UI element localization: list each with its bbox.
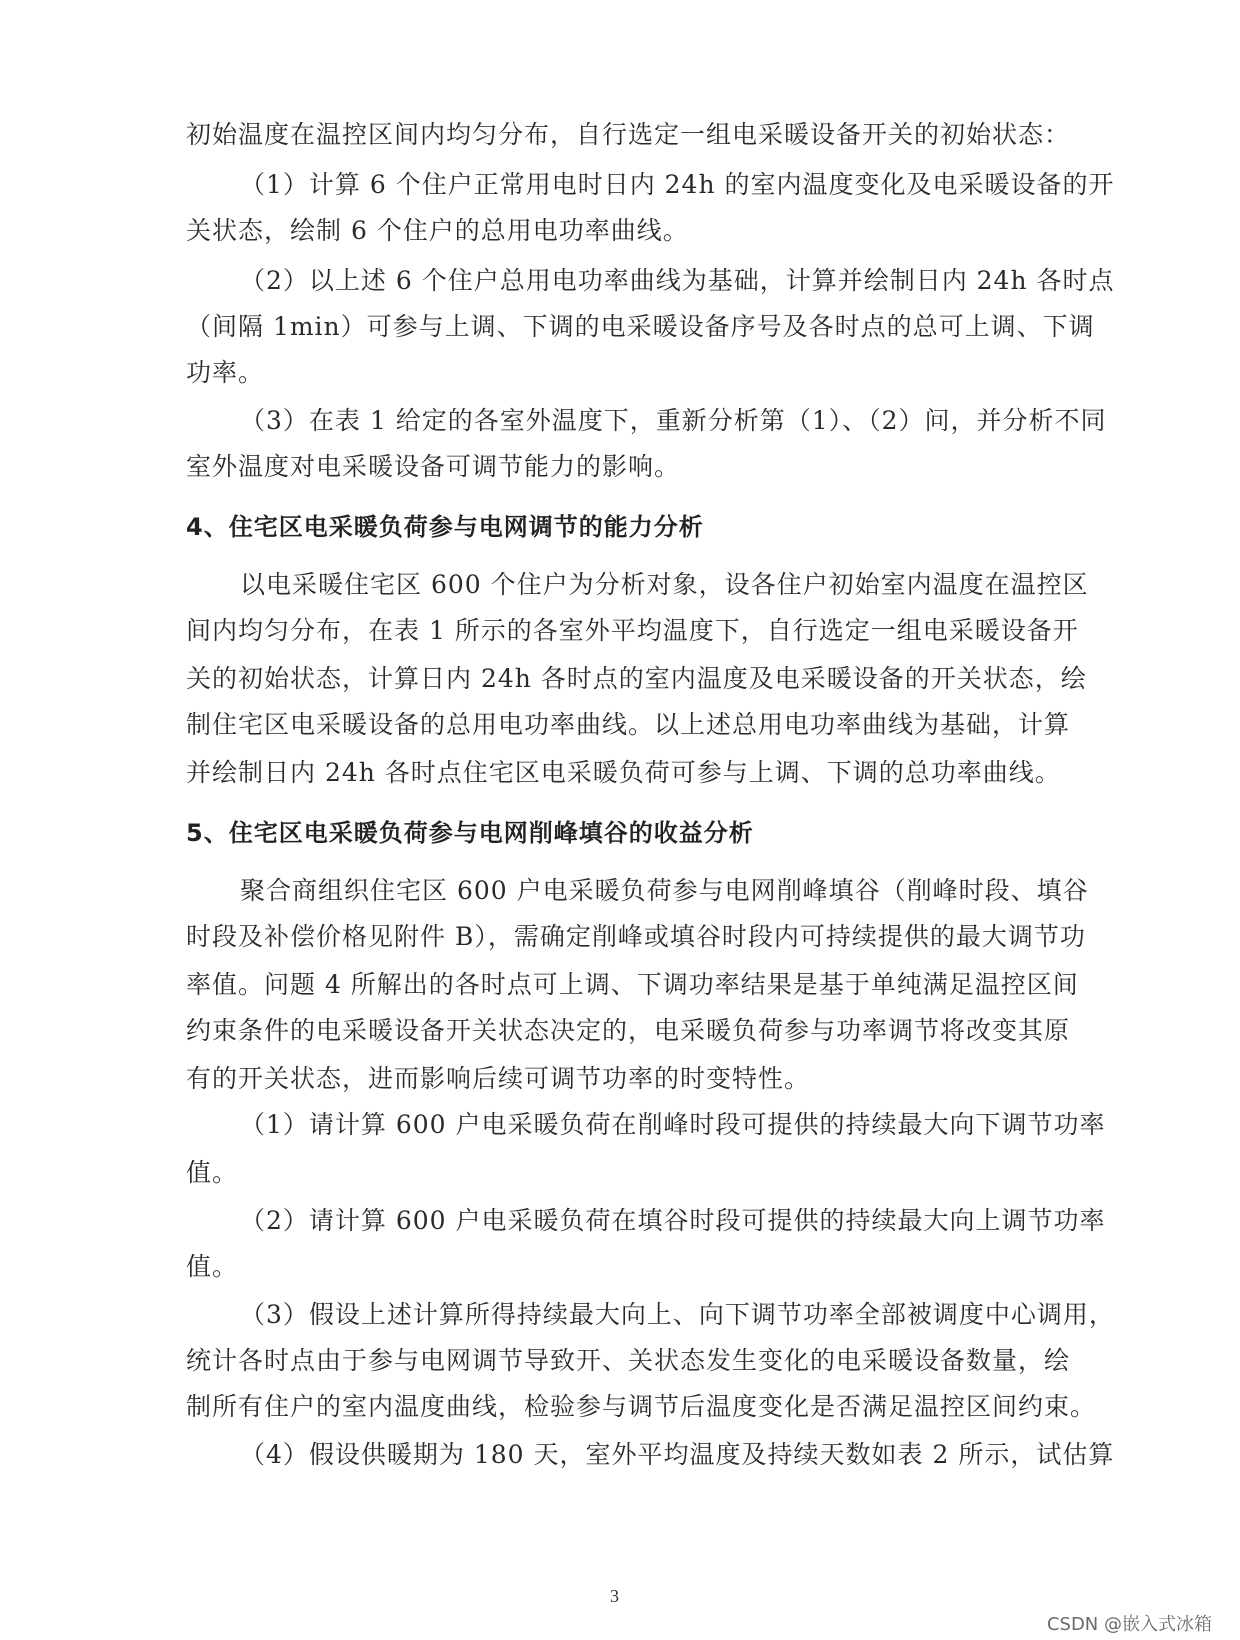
body-text-line: 制所有住户的室内温度曲线，检验参与调节后温度变化是否满足温控区间约束。 — [186, 1392, 1097, 1421]
body-text-line: 值。 — [186, 1252, 239, 1281]
list-item: （3）假设上述计算所得持续最大向上、向下调节功率全部被调度中心调用， — [240, 1300, 1115, 1329]
body-text-line: 以电采暖住宅区 600 个住户为分析对象，设各住户初始室内温度在温控区 — [240, 570, 1089, 599]
list-item: （4）假设供暖期为 180 天，室外平均温度及持续天数如表 2 所示，试估算 — [240, 1440, 1115, 1469]
body-text-line: 值。 — [186, 1158, 239, 1187]
body-text-line: 有的开关状态，进而影响后续可调节功率的时变特性。 — [186, 1064, 811, 1093]
body-text-line: 率值。问题 4 所解出的各时点可上调、下调功率结果是基于单纯满足温控区间 — [186, 970, 1079, 999]
body-text-line: 室外温度对电采暖设备可调节能力的影响。 — [186, 452, 681, 481]
body-text-line: 功率。 — [186, 358, 265, 387]
body-text-line: 关的初始状态，计算日内 24h 各时点的室内温度及电采暖设备的开关状态，绘 — [186, 664, 1087, 693]
body-text-line: 聚合商组织住宅区 600 户电采暖负荷参与电网削峰填谷（削峰时段、填谷 — [240, 876, 1089, 905]
body-text-line: 初始温度在温控区间内均匀分布，自行选定一组电采暖设备开关的初始状态： — [186, 120, 1071, 149]
body-text-line: 约束条件的电采暖设备开关状态决定的，电采暖负荷参与功率调节将改变其原 — [186, 1016, 1071, 1045]
section-heading-5: 5、住宅区电采暖负荷参与电网削峰填谷的收益分析 — [186, 819, 754, 847]
watermark: CSDN @嵌入式冰箱 — [1046, 1614, 1212, 1635]
list-item: （1）计算 6 个住户正常用电时日内 24h 的室内温度变化及电采暖设备的开 — [240, 170, 1115, 199]
list-item: （1）请计算 600 户电采暖负荷在削峰时段可提供的持续最大向下调节功率 — [240, 1110, 1106, 1139]
body-text-line: 间内均匀分布，在表 1 所示的各室外平均温度下，自行选定一组电采暖设备开 — [186, 616, 1079, 645]
body-text-line: 并绘制日内 24h 各时点住宅区电采暖负荷可参与上调、下调的总功率曲线。 — [186, 758, 1061, 787]
list-item: （3）在表 1 给定的各室外温度下，重新分析第（1）、（2）问，并分析不同 — [240, 406, 1107, 435]
body-text-line: 统计各时点由于参与电网调节导致开、关状态发生变化的电采暖设备数量，绘 — [186, 1346, 1071, 1375]
body-text-line: 制住宅区电采暖设备的总用电功率曲线。以上述总用电功率曲线为基础，计算 — [186, 710, 1071, 739]
body-text-line: 关状态，绘制 6 个住户的总用电功率曲线。 — [186, 216, 689, 245]
body-text-line: （间隔 1min）可参与上调、下调的电采暖设备序号及各时点的总可上调、下调 — [186, 312, 1095, 341]
list-item: （2）请计算 600 户电采暖负荷在填谷时段可提供的持续最大向上调节功率 — [240, 1206, 1106, 1235]
body-text-line: 时段及补偿价格见附件 B），需确定削峰或填谷时段内可持续提供的最大调节功 — [186, 922, 1086, 951]
list-item: （2）以上述 6 个住户总用电功率曲线为基础，计算并绘制日内 24h 各时点 — [240, 266, 1115, 295]
page-number: 3 — [610, 1586, 619, 1606]
section-heading-4: 4、住宅区电采暖负荷参与电网调节的能力分析 — [186, 513, 704, 541]
